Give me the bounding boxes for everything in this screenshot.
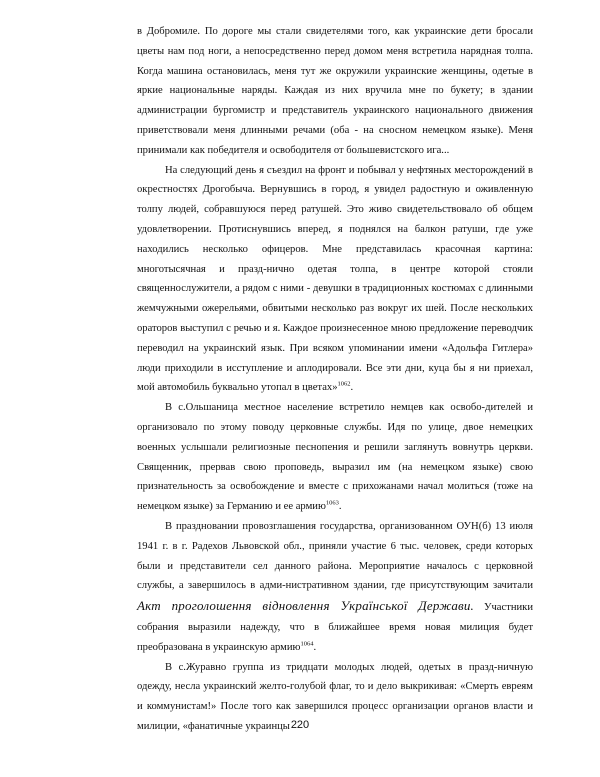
body-text: [137, 22, 533, 737]
footnote-ref-1064[interactable]: 1064: [300, 640, 314, 648]
paragraph-2: [137, 161, 533, 399]
paragraph-5-text: В с.Журавно группа из тридцати молодых людей, одетых в празд-ничную одежду, несла украинский желто-голубой флаг, то и дело выкрикивая: «Смерть евреям и коммунистам!» После того как завершился процесс организации органов власти и милиции, «фанатичные украинцы: [137, 661, 533, 732]
page-number: 220: [290, 719, 310, 731]
paragraph-2-text: На следующий день я съездил на фронт и побывал у нефтяных месторождений в окрестностях Дрогобыча. Вернувшись в город, я увидел радостную и оживленную толпу людей, собравшуюся перед ратушей. Это живо свидетельствовало об общем удовлетворении. Протиснувшись вперед, я поднялся на балкон ратуши, где уже находились несколько офицеров. Мне представилась красочная картина: многотысячная и празд-нично одетая толпа, в центре которой стояли священнослужители, а рядом с ними - девушки в традиционных костюмах с длинными жемчужными ожерельями, обвитыми несколько раз вокруг их шей. После нескольких ораторов выступил с речью и я. Каждое произнесенное мною предложение переводчик переводил на украинский язык. При всяком упоминании имени «Адольфа Гитлера» люди приходили в исступление и аплодировали. Все эти дни, куца бы я ни приехал, мой автомобиль буквально утопал в цветах»: [137, 164, 533, 394]
paragraph-3-end: .: [338, 501, 342, 513]
paragraph-4-text-after: Участники собрания выразили надежду, что в ближайшее время новая милиция будет преобразована в украинскую армию: [137, 602, 533, 653]
act-title-italic: Акт проголошення відновлення Української Держави.: [137, 598, 475, 614]
paragraph-2-end: .: [350, 382, 354, 394]
footnote-ref-1062[interactable]: 1062: [337, 380, 351, 388]
paragraph-4-end: .: [313, 641, 317, 653]
paragraph-3-text: В с.Ольшаница местное население встретило немцев как освобо-дителей и организовало по этому поводу церковные службы. Идя по улице, двое немецких военных услышали религиозные песнопения и решили заглянуть вовнутрь церкви. Священник, прервав свою проповедь, выразил им (на немецком языке) свою признательность за освобождение и вместе с прихожанами начал молиться (тоже на немецком языке) за Германию и ее армию: [137, 402, 533, 513]
paragraph-1-text: в Добромиле. По дороге мы стали свидетелями того, как украинские дети бросали цветы нам под ноги, а непосредственно перед домом меня встретила нарядная толпа. Когда машина остановилась, меня тут же окружили украинские женщины, одетые в яркие национальные наряды. Каждая из них вручила мне по букету; в здании администрации бургомистр и представитель украинского национального движения приветствовали меня длинными речами (оба - на сносном немецком языке). Меня принимали как победителя и освободителя от большевистского ига...: [137, 26, 533, 156]
paragraph-4-text-before: В праздновании провозглашения государства, организованном ОУН(б) 13 июля 1941 г. в г. Радехов Львовской обл., приняли участие 6 тыс. человек, среди которых были и представители сел данного района. Мероприятие началось с церковной службы, а завершилось в адми-нистративном здании, где присутствующим зачитали: [137, 520, 533, 592]
footnote-ref-1063[interactable]: 1063: [325, 499, 339, 507]
paragraph-4: [137, 517, 533, 658]
paragraph-3: [137, 398, 533, 517]
paragraph-1: [137, 22, 533, 161]
